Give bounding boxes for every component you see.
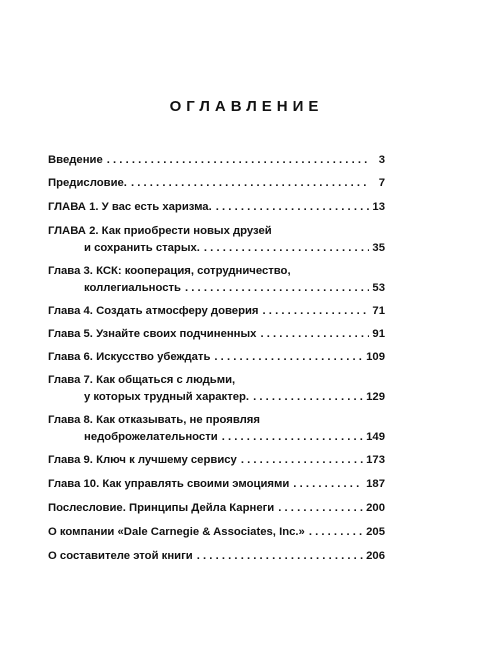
toc-page-number: 13	[372, 201, 385, 213]
toc-entry-title: Глава 3. КСК: кооперация, сотрудничество,	[48, 265, 291, 277]
toc-entry-line	[48, 199, 385, 216]
toc-entry-title: Послесловие. Принципы Дейла Карнеги	[48, 502, 275, 514]
dot-leader	[241, 452, 363, 469]
toc-entry-title: коллегиальность	[84, 282, 181, 294]
dot-leader	[263, 303, 370, 320]
toc-entry-title: Глава 5. Узнайте своих подчиненных	[48, 328, 257, 340]
dot-leader	[197, 548, 363, 565]
toc-entry-title: и сохранить старых.	[84, 242, 200, 254]
dot-leader	[253, 389, 363, 406]
toc-entry-title: Глава 8. Как отказывать, не проявляя	[48, 414, 260, 426]
toc-page-number: 149	[366, 431, 385, 443]
dot-leader	[278, 500, 363, 517]
toc-entry-title: Предисловие.	[48, 177, 127, 189]
toc-entry-line	[48, 349, 385, 366]
toc-entry	[48, 548, 385, 565]
dot-leader	[260, 326, 369, 343]
toc-entry-line	[48, 240, 385, 257]
toc-entry-title: недоброжелательности	[84, 431, 218, 443]
toc-page-number: 7	[378, 177, 385, 189]
toc-page-number: 200	[366, 502, 385, 514]
toc-entry	[48, 223, 385, 257]
toc-entry-line	[48, 372, 385, 389]
toc-entry-title: у которых трудный характер.	[84, 391, 250, 403]
toc-entry	[48, 476, 385, 493]
dot-leader	[131, 175, 370, 192]
toc-page-number: 187	[366, 478, 385, 490]
toc-entry-title: О компании «Dale Carnegie & Associates, Inc.»	[48, 526, 305, 538]
toc-page-number: 129	[366, 391, 385, 403]
toc-entry-line	[48, 524, 385, 541]
toc-entry-line	[48, 223, 385, 240]
toc-entry-title: О составителе этой книги	[48, 550, 193, 562]
toc-page-number: 205	[366, 526, 385, 538]
toc-page-number: 173	[366, 454, 385, 466]
toc-entry	[48, 524, 385, 541]
toc-entry-line	[48, 548, 385, 565]
toc-page-number: 109	[366, 351, 385, 363]
toc-entry	[48, 412, 385, 446]
dot-leader	[216, 199, 370, 216]
toc-entry-line	[48, 389, 385, 406]
toc-entry-line	[48, 326, 385, 343]
toc-entry-line	[48, 452, 385, 469]
toc-entry-line	[48, 412, 385, 429]
toc-entry	[48, 199, 385, 216]
toc-page-number: 53	[372, 282, 385, 294]
toc-entry	[48, 175, 385, 192]
toc-entry-title: Глава 7. Как общаться с людьми,	[48, 374, 236, 386]
toc-entry-title: Глава 10. Как управлять своими эмоциями	[48, 478, 290, 490]
toc-entry-title: ГЛАВА 1. У вас есть харизма.	[48, 201, 212, 213]
toc-entry-line	[48, 500, 385, 517]
dot-leader	[185, 280, 369, 297]
toc-page-number: 71	[372, 305, 385, 317]
dot-leader	[222, 429, 363, 446]
toc-entry	[48, 500, 385, 517]
toc-entry-title: Глава 4. Создать атмосферу доверия	[48, 305, 259, 317]
toc-entry-line	[48, 303, 385, 320]
toc-entry-title: ГЛАВА 2. Как приобрести новых друзей	[48, 225, 272, 237]
dot-leader	[214, 349, 363, 366]
toc-entry	[48, 349, 385, 366]
dot-leader	[293, 476, 363, 493]
toc-entry	[48, 372, 385, 406]
toc-entry-line	[48, 476, 385, 493]
toc-entry-line	[48, 280, 385, 297]
toc-entry-title: Глава 6. Искусство убеждать	[48, 351, 211, 363]
toc-entry-line	[48, 175, 385, 192]
toc-entry-line	[48, 152, 385, 169]
toc-page-number: 91	[372, 328, 385, 340]
toc-entry-line	[48, 263, 385, 280]
toc-page-number: 206	[366, 550, 385, 562]
toc-entry-title: Глава 9. Ключ к лучшему сервису	[48, 454, 237, 466]
toc-entry	[48, 303, 385, 320]
toc-page-number: 35	[372, 242, 385, 254]
toc-entry-title: Введение	[48, 154, 103, 166]
page-title: ОГЛАВЛЕНИЕ	[169, 98, 324, 115]
toc-entry	[48, 452, 385, 469]
dot-leader	[107, 152, 370, 169]
toc-entry	[48, 326, 385, 343]
toc-entry-line	[48, 429, 385, 446]
dot-leader	[204, 240, 370, 257]
toc-page-number: 3	[378, 154, 385, 166]
toc-entry	[48, 152, 385, 169]
dot-leader	[309, 524, 363, 541]
toc-entry	[48, 263, 385, 297]
